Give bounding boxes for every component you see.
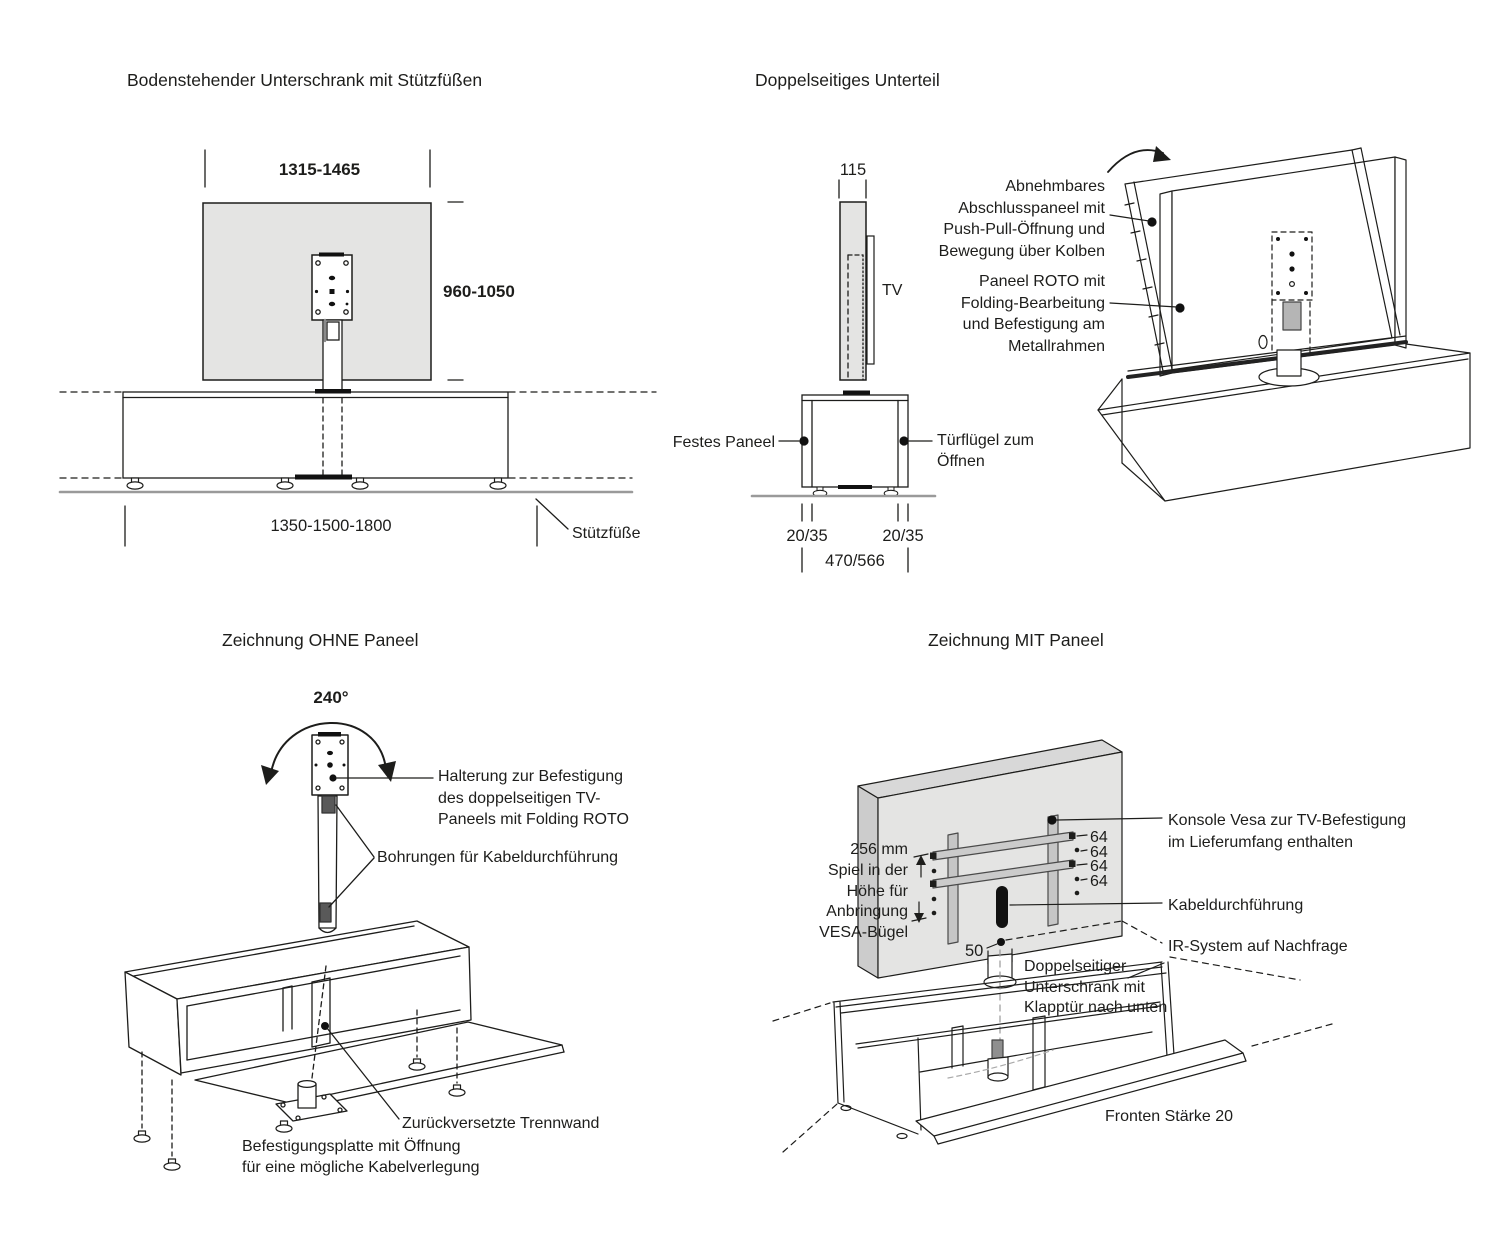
column — [318, 796, 337, 933]
holes-label: Bohrungen für Kabeldurchführung — [377, 849, 619, 866]
cabinet-body — [123, 392, 508, 478]
dim-gap-right: 20/35 — [882, 527, 924, 545]
hole-spacing-64-3: 64 — [1090, 858, 1108, 875]
foot — [449, 1085, 465, 1096]
mount-label: Halterung zur Befestigung des doppelseitigen TV- Paneels mit Folding ROTO — [438, 768, 629, 828]
rotation-angle: 240° — [313, 688, 349, 707]
partition-label: Zurückversetzte Trennwand — [402, 1115, 600, 1132]
fixed-panel-label: Festes Paneel — [672, 434, 775, 451]
dim-tv-width: 1315-1465 — [278, 160, 361, 179]
vesa-console-label: Konsole Vesa zur TV-Befestigung im Lieferumfang enthalten — [1168, 812, 1407, 851]
roto-panel-label: Paneel ROTO mit Folding-Bearbeitung und Befestigung am Metallrahmen — [960, 273, 1105, 355]
open-cabinet — [125, 921, 564, 1110]
tv-label: TV — [882, 282, 903, 299]
door-label: Türflügel zum Öffnen — [937, 432, 1034, 470]
vesa-mount-plate — [312, 253, 352, 321]
vesa-play-label: 256 mm Spiel in der Höhe für Anbringung VESA-Bügel — [819, 841, 908, 942]
cabinet-side — [802, 395, 908, 487]
mount-plate — [312, 732, 348, 795]
dim-ir-offset: 50 — [965, 942, 984, 960]
dim-gap-left: 20/35 — [786, 527, 828, 545]
ir-dot — [997, 938, 1005, 946]
removable-panel-label: Abnehmbares Abschlusspaneel mit Push-Pull-Öffnung und Bewegung über Kolben — [938, 178, 1105, 260]
foot — [277, 478, 293, 489]
tv-side — [867, 236, 874, 364]
section-title-front-view: Bodenstehender Unterschrank mit Stützfüßen — [127, 70, 483, 90]
hole-spacing-64-1: 64 — [1090, 829, 1108, 846]
feet-label: Stützfüße — [572, 525, 641, 542]
door-dot — [899, 436, 908, 445]
console-dot — [1047, 815, 1056, 824]
fixed-panel-dot — [799, 436, 808, 445]
dim-depth: 470/566 — [825, 552, 885, 570]
foot — [276, 1121, 292, 1132]
foot — [127, 478, 143, 489]
section-title-side-view: Doppelseitiges Unterteil — [755, 70, 940, 90]
removable-panel-dot — [1147, 217, 1156, 226]
dim-panel-thickness: 115 — [839, 161, 867, 179]
feet-leader-line — [536, 499, 568, 529]
roto-panel-dot — [1175, 303, 1184, 312]
foot — [490, 478, 506, 489]
ir-label: IR-System auf Nachfrage — [1168, 938, 1348, 955]
perspective-view-top — [1098, 146, 1470, 501]
hole-spacing-64-2: 64 — [1090, 844, 1108, 861]
fixing-plate-label: Befestigungsplatte mit Öffnung für eine mögliche Kabelverlegung — [242, 1138, 480, 1176]
hole-spacing-64-4: 64 — [1090, 873, 1108, 890]
section-title-without-panel: Zeichnung OHNE Paneel — [222, 630, 419, 650]
double-sided-cabinet-label: Doppelseitiger Unterschrank mit Klapptür nach unten — [1024, 958, 1168, 1016]
front-view-drawing — [60, 150, 656, 546]
foot — [134, 1131, 150, 1142]
foot — [352, 478, 368, 489]
cable-slot — [996, 886, 1008, 928]
double-sided-panel — [840, 202, 866, 380]
foot — [164, 1159, 180, 1170]
standing-panel — [1160, 157, 1406, 376]
front-thickness-label: Fronten Stärke 20 — [1105, 1108, 1234, 1125]
cable-label: Kabeldurchführung — [1168, 897, 1304, 914]
section-title-with-panel: Zeichnung MIT Paneel — [928, 630, 1104, 650]
dim-tv-height: 960-1050 — [443, 282, 515, 301]
dim-cabinet-width: 1350-1500-1800 — [270, 517, 392, 535]
